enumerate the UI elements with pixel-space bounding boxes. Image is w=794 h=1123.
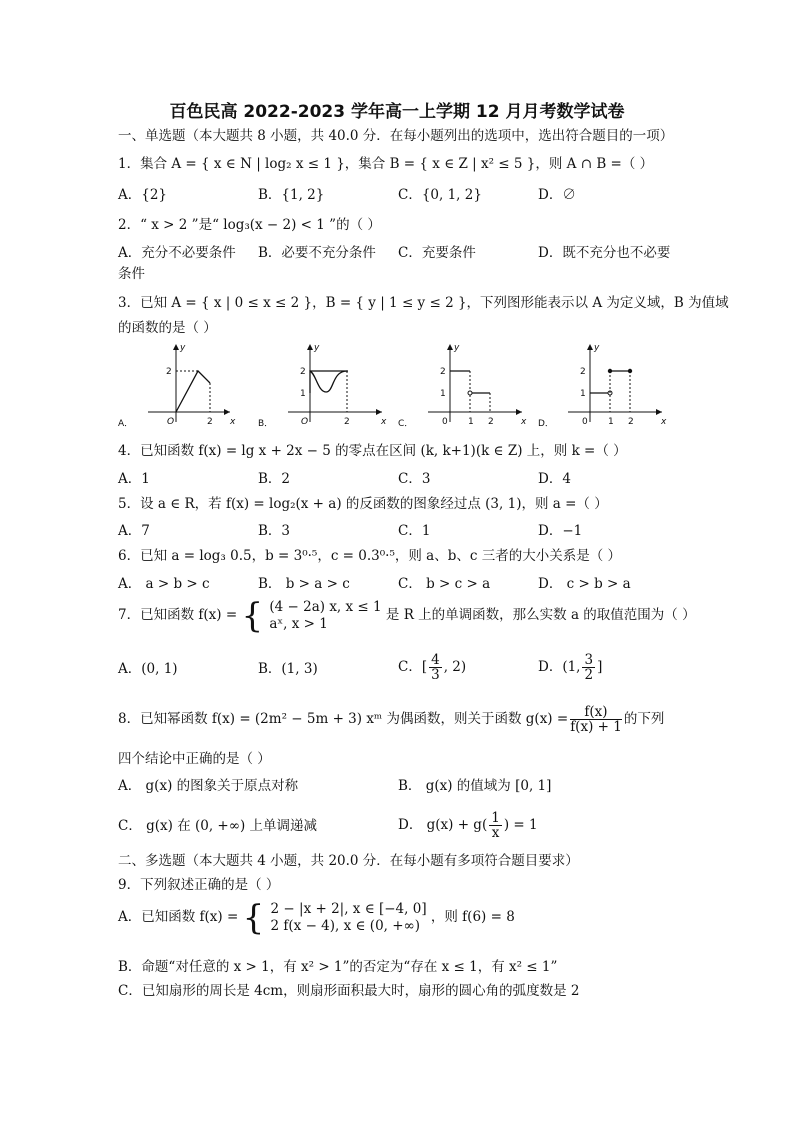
- graph-d-tick-1y: 1: [580, 389, 586, 399]
- graph-c-tick-1x: 1: [468, 417, 474, 427]
- question-4-stem: 4．已知函数 f(x) = lg x + 2x − 5 的零点在区间 (k, k+1)(k ∈ Z) 上，则 k =（ ）: [118, 443, 627, 459]
- graph-b-axis-x: x: [381, 417, 387, 427]
- section-heading-single-choice: 一、单选题（本大题共 8 小题，共 40.0 分．在每小题列出的选项中，选出符合题目的一项）: [118, 128, 674, 144]
- question-7-option-d: D．(1, $\frac{3}{2}$ ]: [538, 652, 603, 683]
- question-2-option-b: B．必要不充分条件: [258, 245, 376, 261]
- question-9-option-b: B．命题“对任意的 x > 1，有 x² > 1”的否定为“存在 x ≤ 1，有 x² ≤ 1”: [118, 959, 558, 975]
- graph-c-label: C．: [398, 419, 414, 428]
- question-1-stem: 1．集合 A = { x ∈ N | log₂ x ≤ 1 }，集合 B = { x ∈ Z | x² ≤ 5 }，则 A ∩ B =（ ）: [118, 156, 654, 172]
- graph-d-tick-2x: 2: [628, 417, 634, 427]
- question-8-prefix: 8．已知幂函数 f(x) = (2m² − 5m + 3) xᵐ 为偶函数，则关于函数 g(x) =: [118, 711, 569, 727]
- question-7-case-1: (4 − 2a) x, x ≤ 1: [269, 598, 382, 615]
- question-7-suffix: 是 R 上的单调函数，那么实数 a 的取值范围为（ ）: [385, 607, 696, 623]
- question-8-option-a: A． g(x) 的图象关于原点对称: [118, 778, 299, 794]
- question-4-option-b: B．2: [258, 471, 291, 487]
- graph-b: [258, 340, 388, 428]
- question-6-option-c: C． b > c > a: [398, 576, 491, 592]
- question-7-stem: [118, 595, 696, 636]
- question-6-option-b: B． b > a > c: [258, 576, 350, 592]
- graph-d-label: D．: [538, 419, 554, 428]
- question-3-stem-continued: 的函数的是（ ）: [118, 320, 217, 336]
- graph-d-axis-x: x: [661, 417, 667, 427]
- question-2-option-d: D．既不充分也不必要: [538, 245, 671, 261]
- graph-a-axis-y: y: [180, 343, 186, 353]
- question-5-option-c: C．1: [398, 523, 431, 539]
- graph-d-axis-y: y: [594, 343, 600, 353]
- question-1-option-a: A．{2}: [118, 187, 168, 203]
- graph-c-tick-2x: 2: [488, 417, 494, 427]
- question-9-option-a: A．已知函数 f(x) = { 2 − |x + 2|, x ∈ [−4, 0] 2 f(x − 4), x ∈ (0, +∞) ，则 f(6) = 8: [118, 897, 515, 938]
- graph-a-tick-2x: 2: [207, 417, 213, 427]
- question-9-cases: 2 − |x + 2|, x ∈ [−4, 0] 2 f(x − 4), x ∈ (0, +∞): [270, 900, 427, 934]
- graph-b-tick-1y: 1: [300, 389, 306, 399]
- graph-d-tick-1x: 1: [608, 417, 614, 427]
- question-7-cases: [269, 599, 381, 633]
- graph-b-axis-y: y: [314, 343, 320, 353]
- graph-a-origin: O: [167, 417, 175, 427]
- question-8-stem-continued: 四个结论中正确的是（ ）: [118, 751, 271, 767]
- question-8-option-b: B． g(x) 的值域为 [0, 1]: [398, 778, 552, 794]
- question-7-brace: {: [241, 595, 264, 636]
- question-3-option-c: [398, 340, 528, 432]
- question-7-case-2: aˣ, x > 1: [269, 615, 328, 632]
- graph-c-axis-x: x: [521, 417, 527, 427]
- graph-a-tick-2y: 2: [166, 367, 172, 377]
- question-9-brace: {: [242, 897, 265, 938]
- question-4-option-c: C．3: [398, 471, 431, 487]
- question-4-option-a: A．1: [118, 471, 150, 487]
- question-7-option-c: C．[ $\frac{4}{3}$ , 2): [398, 652, 467, 683]
- question-9-option-c: C．已知扇形的周长是 4cm，则扇形面积最大时，扇形的圆心角的弧度数是 2: [118, 983, 580, 999]
- graph-c-tick-0: 0: [442, 417, 448, 427]
- graph-c-tick-2y: 2: [440, 367, 446, 377]
- graph-c: [398, 340, 528, 428]
- question-6-option-a: A． a > b > c: [118, 576, 210, 592]
- question-3-option-a: [118, 340, 238, 432]
- graph-d-tick-2y: 2: [580, 367, 586, 377]
- question-6-stem: 6．已知 a = log₃ 0.5，b = 3⁰·⁵，c = 0.3⁰·⁵，则 a、b、c 三者的大小关系是（ ）: [118, 548, 621, 564]
- question-5-option-a: A．7: [118, 523, 150, 539]
- question-5-option-d: D．−1: [538, 523, 583, 539]
- graph-a: [118, 340, 238, 428]
- graph-c-axis-y: y: [454, 343, 460, 353]
- question-4-option-d: D．4: [538, 471, 571, 487]
- graph-c-tick-1y: 1: [440, 389, 446, 399]
- graph-b-origin: O: [301, 417, 309, 427]
- question-8-stem: [118, 702, 664, 736]
- question-7-option-a: A．(0, 1): [118, 661, 178, 677]
- question-8-option-d-fraction: $\frac{1}{x}$: [491, 810, 500, 841]
- question-8-option-c: C． g(x) 在 (0, +∞) 上单调递减: [118, 818, 318, 834]
- question-8-fraction: $\frac{f(x)}{f(x) + 1}$: [570, 704, 622, 735]
- graph-a-label: A．: [118, 419, 134, 428]
- page-title: 百色民高 2022-2023 学年高一上学期 12 月月考数学试卷: [169, 102, 625, 122]
- question-8-suffix: 的下列: [623, 711, 665, 727]
- graph-a-axis-x: x: [230, 417, 236, 427]
- question-3-option-b: [258, 340, 388, 432]
- question-9-stem: 9．下列叙述正确的是（ ）: [118, 877, 280, 893]
- question-1-option-b: B．{1, 2}: [258, 187, 325, 203]
- question-2-option-a: A．充分不必要条件: [118, 245, 236, 261]
- question-1-option-c: C．{0, 1, 2}: [398, 187, 482, 203]
- question-7-prefix: 7．已知函数 f(x) =: [118, 607, 238, 623]
- graph-d: [538, 340, 668, 428]
- question-7-option-b: B．(1, 3): [258, 661, 318, 677]
- question-6-option-d: D． c > b > a: [538, 576, 631, 592]
- question-8-option-d: D． g(x) + g( $\frac{1}{x}$ ) = 1: [398, 810, 538, 841]
- section-heading-multiple-choice: 二、多选题（本大题共 4 小题，共 20.0 分．在每小题有多项符合题目要求）: [118, 853, 579, 869]
- graph-b-tick-2x: 2: [344, 417, 350, 427]
- question-5-stem: 5．设 a ∈ R，若 f(x) = log₂(x + a) 的反函数的图象经过点 (3, 1)，则 a =（ ）: [118, 496, 608, 512]
- graph-b-label: B．: [258, 419, 274, 428]
- question-3-option-d: [538, 340, 668, 432]
- question-2-stem: 2．“ x > 2 ”是“ log₃(x − 2) < 1 ”的（ ）: [118, 217, 381, 233]
- graph-b-tick-2y: 2: [300, 367, 306, 377]
- question-7-option-c-fraction: $\frac{4}{3}$: [431, 652, 440, 683]
- question-1-option-d: D．∅: [538, 187, 576, 203]
- question-2-option-c: C．充要条件: [398, 245, 476, 261]
- graph-d-tick-0: 0: [582, 417, 588, 427]
- question-2-option-d-wrap: 条件: [118, 266, 145, 282]
- question-7-option-d-fraction: $\frac{3}{2}$: [584, 652, 594, 683]
- question-3-stem: 3．已知 A = { x | 0 ≤ x ≤ 2 }，B = { y | 1 ≤ y ≤ 2 }，下列图形能表示以 A 为定义域，B 为值域: [118, 295, 729, 311]
- question-5-option-b: B．3: [258, 523, 291, 539]
